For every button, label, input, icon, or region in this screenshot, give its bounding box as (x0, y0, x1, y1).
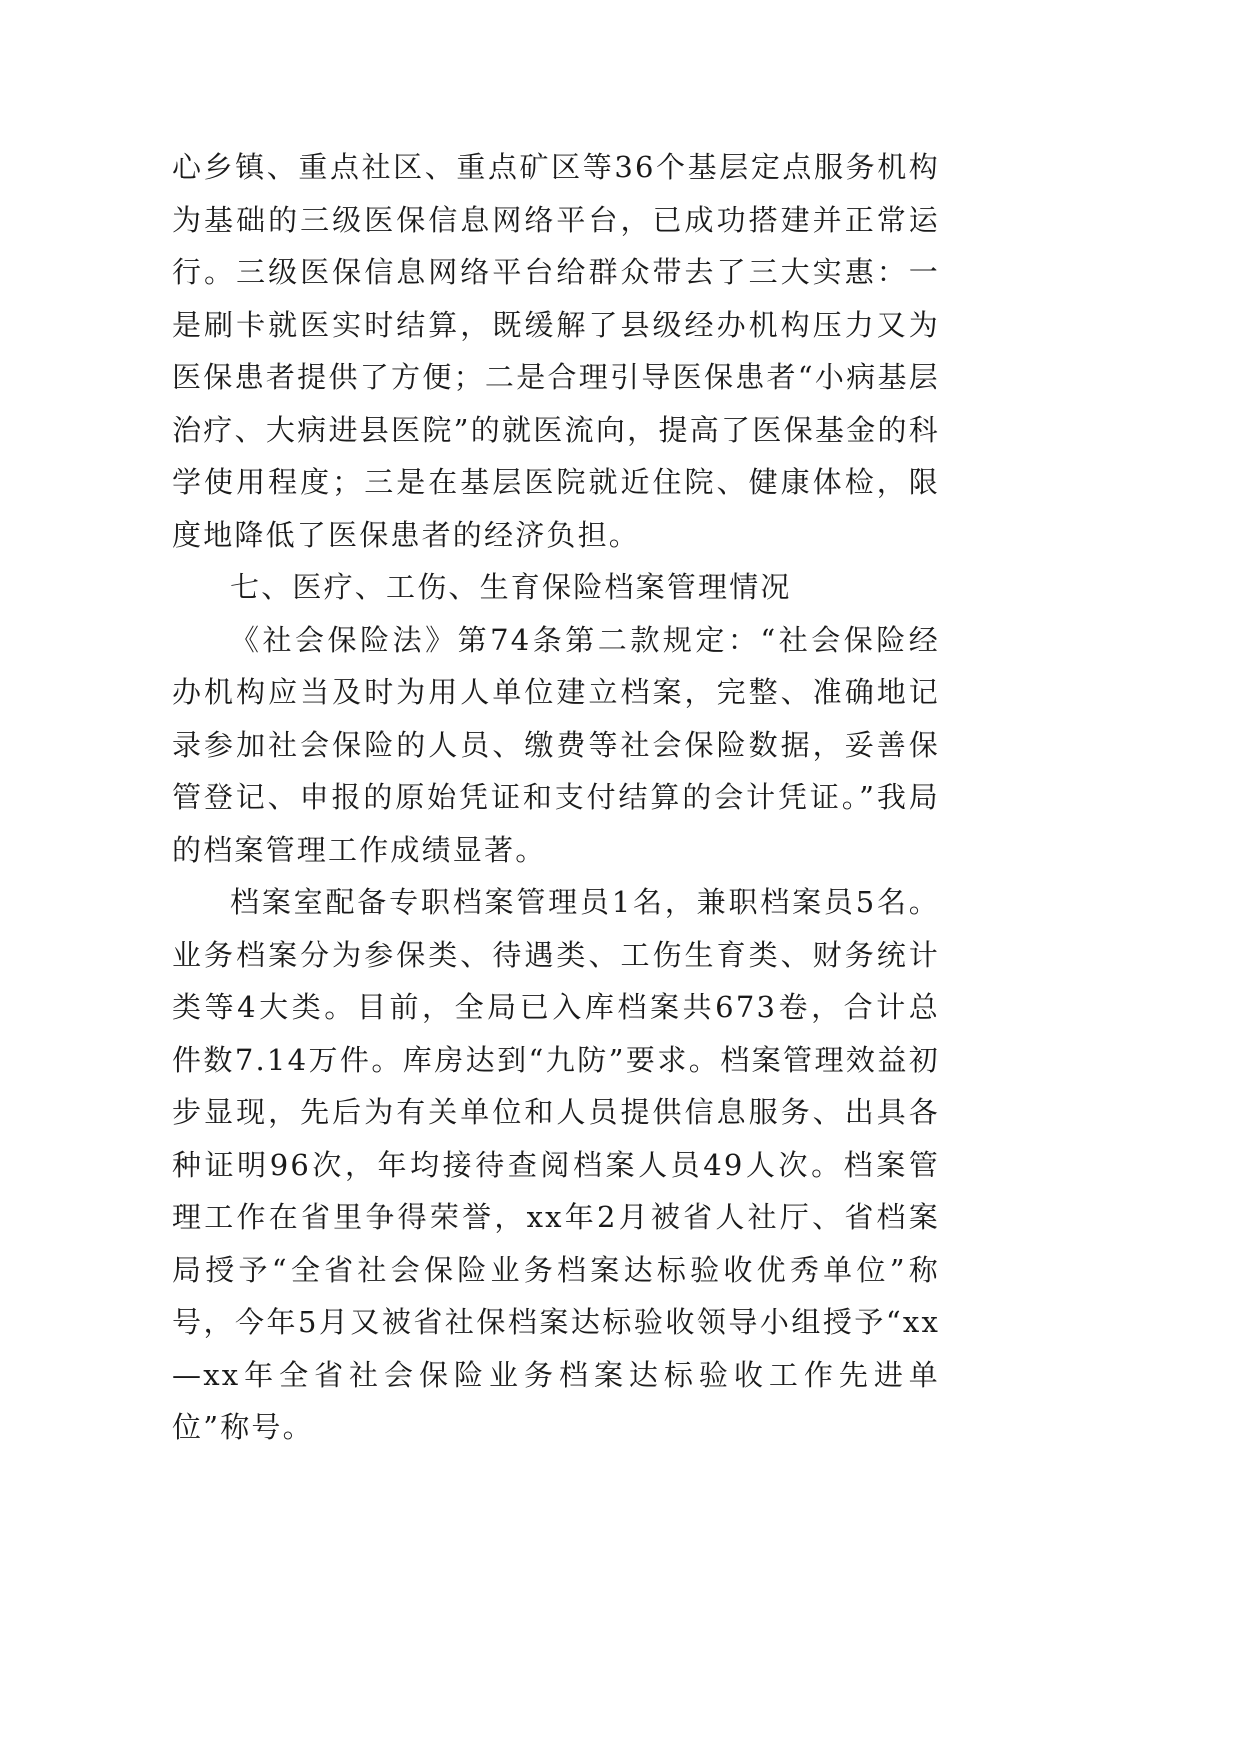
section-heading-archive-management: 七、医疗、工伤、生育保险档案管理情况 (230, 570, 792, 604)
paragraph-continuation: 心乡镇、重点社区、重点矿区等36个基层定点服务机构为基础的三级医保信息网络平台，已成功搭建并正常运行。三级医保信息网络平台给群众带去了三大实惠：一是刷卡就医实时结算，既缓解了县级经办机构压力又为医保患者提供了方便；二是合理引导医保患者“小病基层治疗、大病进县医院”的就医流向，提高了医保基金的科学使用程度；三是在基层医院就近住院、健康体检，限度地降低了医保患者的经济负担。 (172, 150, 940, 552)
paragraph-social-insurance-law: 《社会保险法》第74条第二款规定：“社会保险经办机构应当及时为用人单位建立档案，完整、准确地记录参加社会保险的人员、缴费等社会保险数据，妥善保管登记、申报的原始凭证和支付结算的会计凭证。”我局的档案管理工作成绩显著。 (172, 622, 940, 867)
paragraph-archive-room-details: 档案室配备专职档案管理员1名，兼职档案员5名。业务档案分为参保类、待遇类、工伤生育类、财务统计类等4大类。目前，全局已入库档案共673卷，合计总件数7.14万件。库房达到“九防”要求。档案管理效益初步显现，先后为有关单位和人员提供信息服务、出具各种证明96次，年均接待查阅档案人员49人次。档案管理工作在省里争得荣誉，xx年2月被省人社厅、省档案局授予“全省社会保险业务档案达标验收优秀单位”称号，今年5月又被省社保档案达标验收领导小组授予“xx—xx年全省社会保险业务档案达标验收工作先进单位”称号。 (172, 885, 940, 1444)
document-body (172, 141, 940, 1454)
